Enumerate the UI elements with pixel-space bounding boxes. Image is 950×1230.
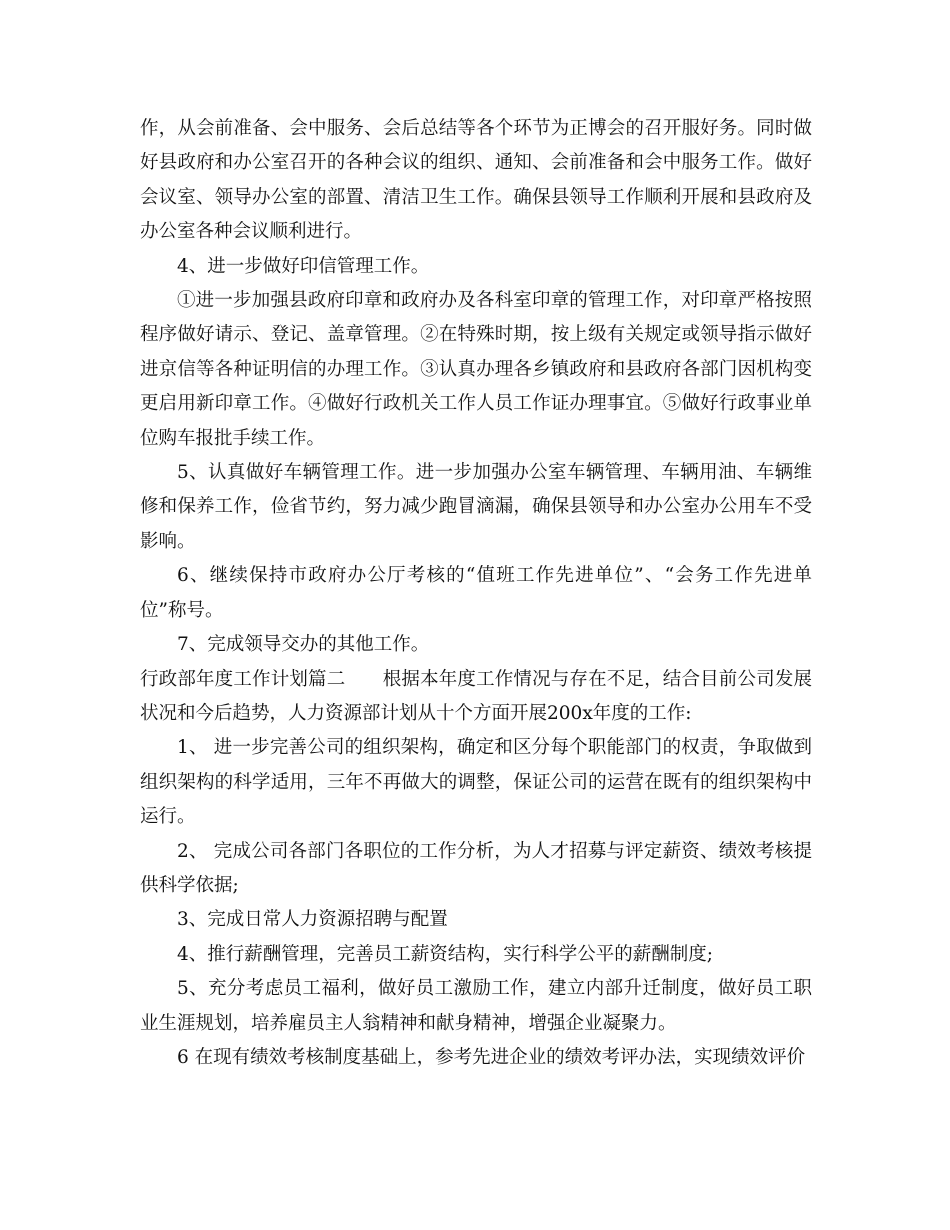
- paragraph-hr-item-1: 1、 进一步完善公司的组织架构，确定和区分每个职能部门的权责，争取做到组织架构的科学适用，三年不再做大的调整，保证公司的运营在既有的组织架构中运行。: [140, 737, 812, 828]
- paragraph-item-6-honors: 6、继续保持市政府办公厅考核的“值班工作先进单位”、“会务工作先进单位”称号。: [140, 565, 812, 621]
- paragraph-item-4-heading: 4、进一步做好印信管理工作。: [177, 255, 430, 277]
- paragraph-hr-item-6: 6 在现有绩效考核制度基础上，参考先进企业的绩效考评办法，实现绩效评价: [177, 1046, 806, 1068]
- paragraph-item-5-vehicles: 5、认真做好车辆管理工作。进一步加强办公室车辆管理、车辆用油、车辆维修和保养工作，俭省节约，努力减少跑冒滴漏，确保县领导和办公室办公用车不受影响。: [140, 462, 812, 552]
- document-body: [140, 112, 812, 1075]
- paragraph-hr-item-2: 2、 完成公司各部门各职位的工作分析，为人才招募与评定薪资、绩效考核提供科学依据;: [140, 840, 812, 896]
- paragraph-meeting-service: 作，从会前准备、会中服务、会后总结等各个环节为正博会的召开服好务。同时做好县政府和办公室召开的各种会议的组织、通知、会前准备和会中服务工作。做好会议室、领导办公室的部置、清洁卫生工作。确保县领导工作顺利开展和县政府及办公室各种会议顺利进行。: [140, 118, 812, 243]
- paragraph-hr-item-4: 4、推行薪酬管理，完善员工薪资结构，实行科学公平的薪酬制度;: [177, 943, 714, 965]
- paragraph-hr-item-5: 5、充分考虑员工福利，做好员工激励工作，建立内部升迁制度，做好员工职业生涯规划，培养雇员主人翁精神和献身精神，增强企业凝聚力。: [140, 978, 812, 1034]
- paragraph-item-7-other: 7、完成领导交办的其他工作。: [177, 634, 430, 656]
- paragraph-section-2-intro: 行政部年度工作计划篇二 根据本年度工作情况与存在不足，结合目前公司发展状况和今后趋势，人力资源部计划从十个方面开展200x年度的工作:: [140, 668, 812, 724]
- paragraph-seal-management: ①进一步加强县政府印章和政府办及各科室印章的管理工作，对印章严格按照程序做好请示、登记、盖章管理。②在特殊时期，按上级有关规定或领导指示做好进京信等各种证明信的办理工作。③认真办理各乡镇政府和县政府各部门因机构变更启用新印章工作。④做好行政机关工作人员工作证办理事宜。⑤做好行政事业单位购车报批手续工作。: [140, 290, 812, 449]
- paragraph-hr-item-3: 3、完成日常人力资源招聘与配置: [177, 909, 448, 931]
